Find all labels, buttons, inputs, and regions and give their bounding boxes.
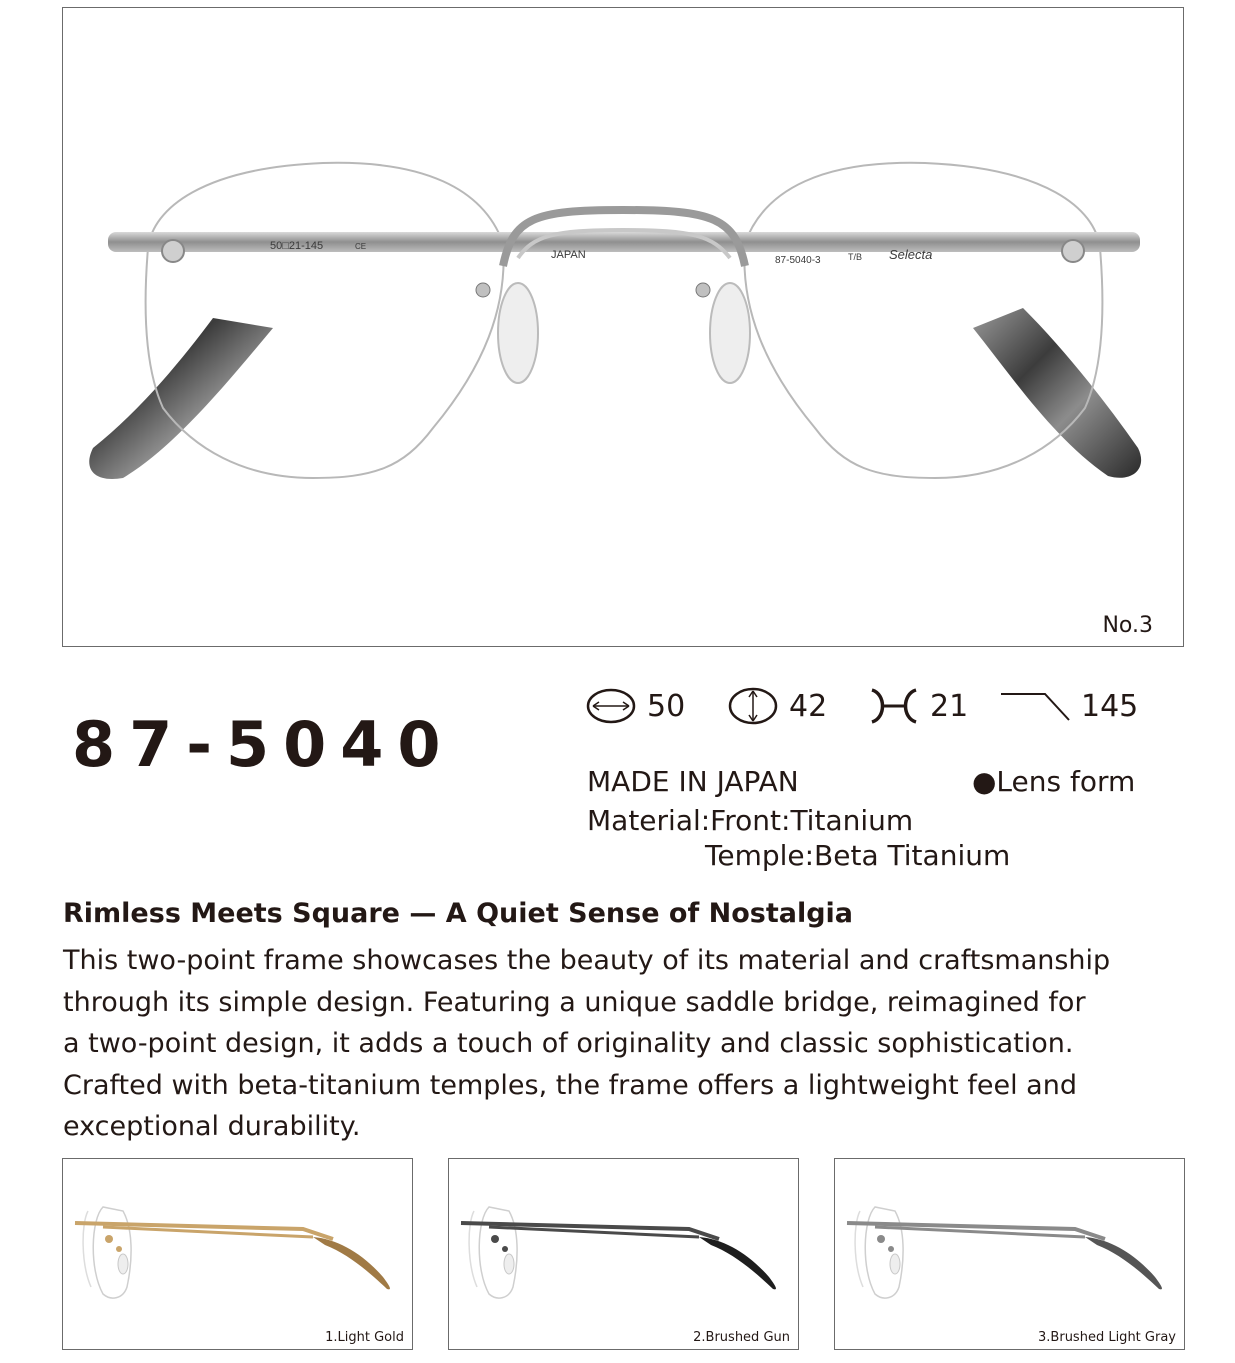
temple-length-measure — [999, 683, 1138, 729]
temple-length-icon — [999, 686, 1071, 726]
lens-width-icon — [585, 686, 637, 726]
temple-length-value: 145 — [1081, 688, 1139, 724]
bridge-width-measure — [868, 683, 968, 729]
temple-tb-print: T/B — [848, 252, 863, 262]
description-line: a two-point design, it adds a touch of originality and classic sophistication. — [63, 1028, 1074, 1059]
right-nose-pad — [710, 283, 750, 383]
right-lens — [744, 163, 1102, 478]
description-line: exceptional durability. — [63, 1111, 361, 1142]
side-view-illustration — [835, 1159, 1186, 1351]
material-temple: Temple:Beta Titanium — [705, 839, 1011, 872]
left-lens — [146, 163, 504, 478]
right-temple-tip — [973, 308, 1141, 478]
lens-width-value: 50 — [647, 688, 686, 724]
hero-image-panel — [62, 7, 1184, 647]
side-view-illustration — [63, 1159, 414, 1351]
glasses-front-illustration — [63, 8, 1185, 648]
model-number: 87-5040 — [72, 708, 455, 781]
bridge-print: JAPAN — [551, 249, 586, 261]
variant-number: No.3 — [1102, 613, 1153, 638]
description-line: through its simple design. Featuring a unique saddle bridge, reimagined for — [63, 986, 1086, 1018]
color-label: 3.Brushed Light Gray — [1038, 1330, 1176, 1345]
description-line: This two-point frame showcases the beauty of its material and craftsmanship — [63, 945, 1111, 976]
left-temple-tip — [89, 318, 273, 479]
lens-height-measure — [727, 683, 827, 729]
color-thumbnail-2[interactable] — [448, 1158, 799, 1350]
side-view-illustration — [449, 1159, 800, 1351]
temple-ce-print: CE — [355, 242, 367, 251]
lens-form-label: ●Lens form — [972, 765, 1136, 798]
color-thumbnail-3[interactable] — [834, 1158, 1185, 1350]
made-in-label: MADE IN JAPAN — [587, 765, 799, 798]
lens-height-value: 42 — [789, 688, 828, 724]
temple-bar — [108, 232, 1140, 252]
color-thumbnail-1[interactable] — [62, 1158, 413, 1350]
brand-print: Selecta — [889, 247, 933, 262]
lens-width-measure — [585, 683, 685, 729]
color-label: 2.Brushed Gun — [693, 1330, 790, 1345]
bridge-width-value: 21 — [930, 688, 969, 724]
left-nose-pad — [498, 283, 538, 383]
bridge-width-icon — [868, 686, 920, 726]
description-headline: Rimless Meets Square — A Quiet Sense of Nostalgia — [63, 898, 854, 929]
temple-model-print: 87-5040-3 — [775, 255, 821, 266]
description-body — [63, 940, 1143, 1148]
material-front: Material:Front:Titanium — [587, 804, 914, 837]
measurements-row — [585, 683, 1145, 729]
temple-size-print: 50□21-145 — [270, 240, 324, 252]
color-label: 1.Light Gold — [325, 1330, 404, 1345]
lens-height-icon — [727, 686, 779, 726]
description-line: Crafted with beta-titanium temples, the frame offers a lightweight feel and — [63, 1069, 1077, 1101]
